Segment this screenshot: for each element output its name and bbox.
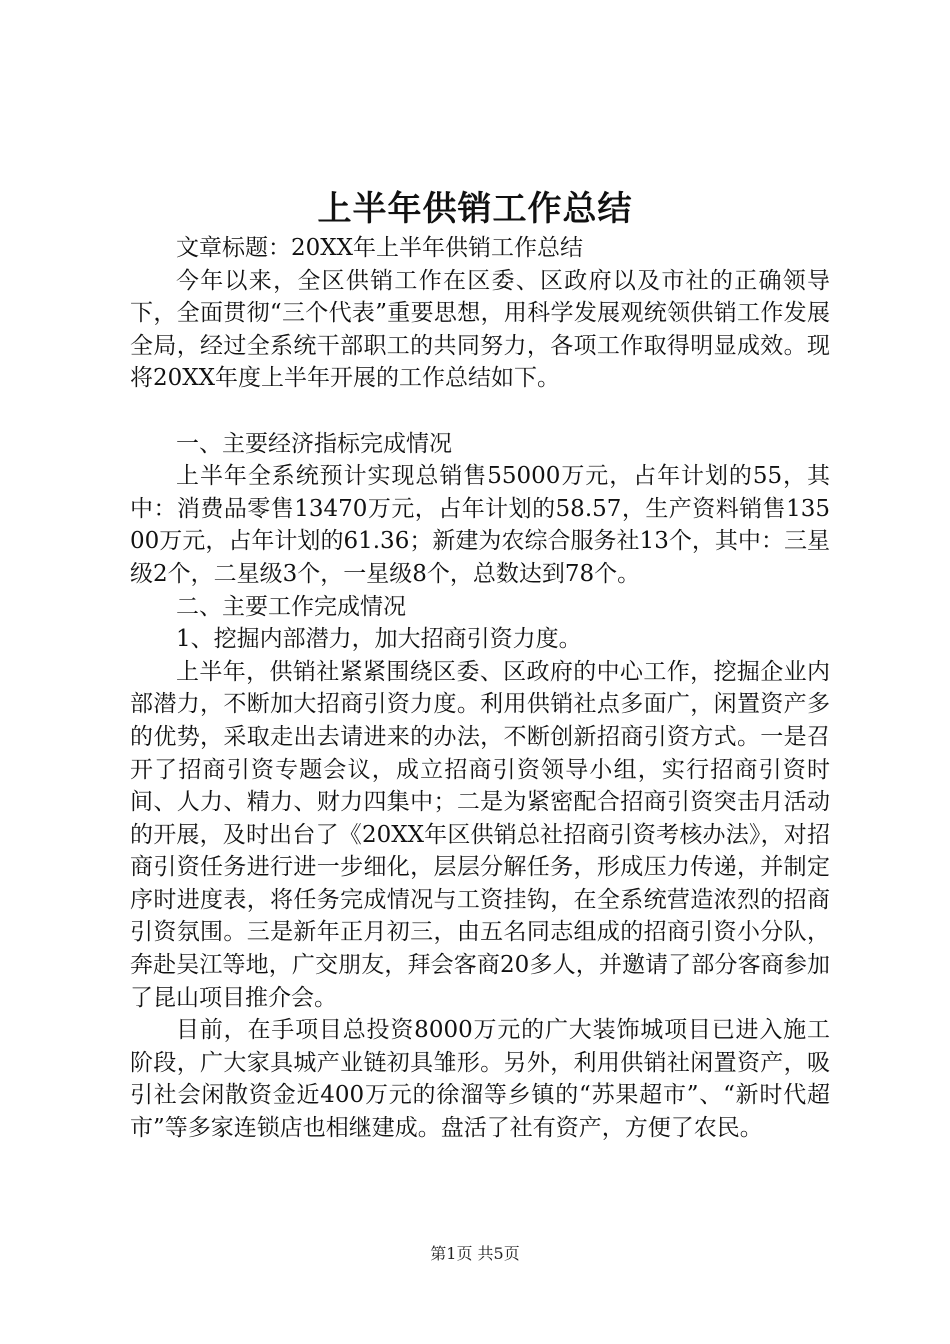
page-number-footer: 第1页 共5页 <box>430 1244 520 1263</box>
document-body <box>130 232 830 1145</box>
intro-paragraph: 今年以来，全区供销工作在区委、区政府以及市社的正确领导下，全面贯彻“三个代表”重要思想，用科学发展观统领供销工作发展全局，经过全系统干部职工的共同努力，各项工作取得明显成效。现将20XX年度上半年开展的工作总结如下。 <box>130 267 830 392</box>
article-title-line: 文章标题：20XX年上半年供销工作总结 <box>176 235 584 261</box>
section-heading-main-work: 二、主要工作完成情况 <box>176 593 406 620</box>
projects-paragraph: 目前，在手项目总投资8000万元的广大装饰城项目已进入施工阶段，广大家具城产业链初具雏形。另外，利用供销社闲置资产，吸引社会闲散资金近400万元的徐溜等乡镇的“苏果超市”、“新时代超市”等多家连锁店也相继建成。盘活了社有资产，方便了农民。 <box>130 1017 830 1142</box>
section-heading-economic-indicators: 一、主要经济指标完成情况 <box>176 430 452 457</box>
economic-indicators-paragraph: 上半年全系统预计实现总销售55000万元，占年计划的55，其中：消费品零售13470万元，占年计划的58.57，生产资料销售13500万元，占年计划的61.36；新建为农综合服务社13个，其中：三星级2个，二星级3个，一星级8个，总数达到78个。 <box>130 463 830 587</box>
subsection-heading-investment: 1、挖掘内部潜力，加大招商引资力度。 <box>176 626 582 653</box>
investment-paragraph: 上半年，供销社紧紧围绕区委、区政府的中心工作，挖掘企业内部潜力，不断加大招商引资力度。利用供销社点多面广，闲置资产多的优势，采取走出去请进来的办法，不断创新招商引资方式。一是召开了招商引资专题会议，成立招商引资领导小组，实行招商引资时间、人力、精力、财力四集中；二是为紧密配合招商引资突击月活动的开展，及时出台了《20XX年区供销总社招商引资考核办法》，对招商引资任务进行进一步细化，层层分解任务，形成压力传递，并制定序时进度表，将任务完成情况与工资挂钩，在全系统营造浓烈的招商引资氛围。三是新年正月初三，由五名同志组成的招商引资小分队，奔赴吴江等地，广交朋友，拜会客商20多人，并邀请了部分客商参加了昆山项目推介会。 <box>130 658 830 1011</box>
document-title: 上半年供销工作总结 <box>317 189 633 229</box>
